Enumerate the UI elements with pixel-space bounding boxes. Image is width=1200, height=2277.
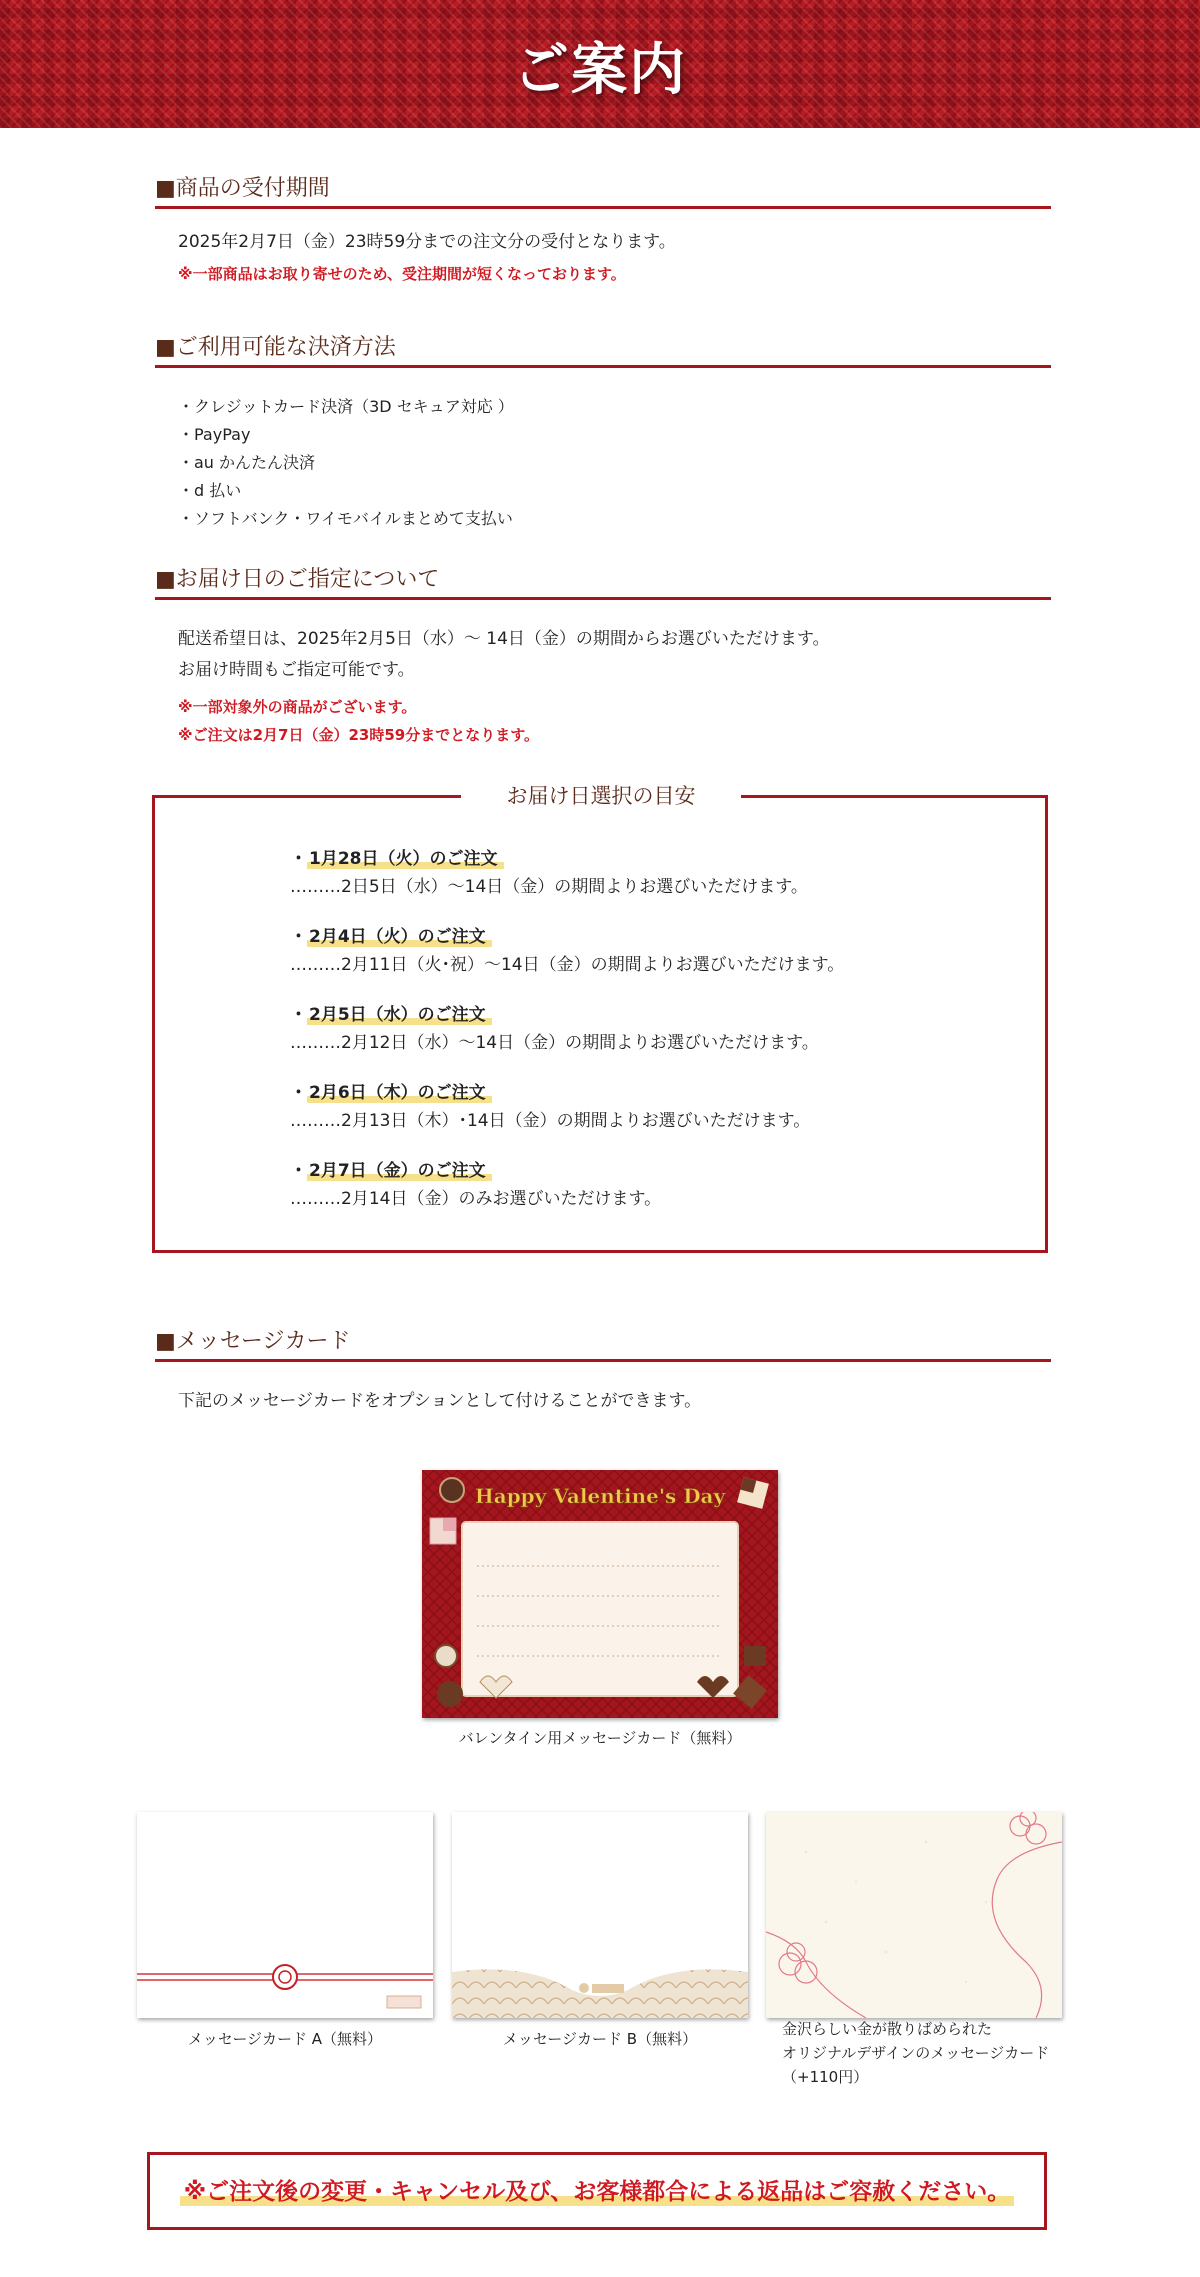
payment-method-item: ・ソフトバンク・ワイモバイルまとめて支払い [178, 509, 513, 528]
guide-item: ・ 2月5日（水）のご注文 ………2月12日（水）～14日（金）の期間よりお選びいただけます。 [290, 1001, 819, 1057]
message-card-gold-illustration [766, 1812, 1062, 2018]
guide-order-date: 1月28日（火）のご注文 [307, 849, 504, 869]
message-card-a-caption: メッセージカード A（無料） [187, 2030, 383, 2048]
guide-item: ・ 2月6日（木）のご注文 ………2月13日（木）･14日（金）の期間よりお選びいただけます。 [290, 1079, 810, 1135]
message-card-a-image [137, 1812, 433, 2018]
guide-order-date: 2月7日（金）のご注文 [307, 1161, 492, 1181]
payment-method-item: ・PayPay [178, 425, 251, 444]
guide-item: ・ 2月4日（火）のご注文 ………2月11日（火･祝）～14日（金）の期間よりお選びいただけます。 [290, 923, 844, 979]
guide-order-date: 2月5日（水）のご注文 [307, 1005, 492, 1025]
payment-method-item: ・クレジットカード決済（3D セキュア対応 ） [178, 397, 514, 416]
reception-text: 2025年2月7日（金）23時59分までの注文分の受付となります。 [178, 232, 676, 252]
guide-item: ・ 2月7日（金）のご注文 ………2月14日（金）のみお選びいただけます。 [290, 1157, 661, 1213]
page-title: ご案内 [513, 37, 687, 103]
header-banner [0, 0, 1200, 128]
payment-method-item: ・d 払い [178, 481, 242, 500]
delivery-note-1: ※一部対象外の商品がございます。 [178, 698, 417, 716]
section-heading-delivery: ■お届け日のご指定について [155, 566, 1051, 600]
guide-delivery-range: ………2日5日（水）～14日（金）の期間よりお選びいただけます。 [290, 877, 808, 897]
guide-delivery-range: ………2月14日（金）のみお選びいただけます。 [290, 1189, 662, 1209]
delivery-guide-box [152, 784, 1048, 1253]
guide-delivery-range: ………2月11日（火･祝）～14日（金）の期間よりお選びいただけます。 [290, 955, 845, 975]
delivery-text-line1: 配送希望日は、2025年2月5日（水）～ 14日（金）の期間からお選びいただけます。 [178, 629, 830, 649]
return-policy-notice [147, 2152, 1047, 2230]
message-card-b-caption: メッセージカード B（無料） [502, 2030, 698, 2048]
message-card-gold-caption-price: （+110円） [782, 2068, 869, 2086]
valentine-card-heading: Happy Valentine's Day [474, 1484, 726, 1508]
delivery-note-2: ※ご注文は2月7日（金）23時59分までとなります。 [178, 726, 540, 744]
return-policy-text: ※ご注文後の変更・キャンセル及び、お客様都合による返品はご容赦ください。 [180, 2173, 1014, 2206]
payment-method-item: ・au かんたん決済 [178, 453, 316, 472]
section-heading-reception: ■商品の受付期間 [155, 175, 1051, 209]
valentine-card-image [422, 1470, 778, 1718]
guide-item: ・ 1月28日（火）のご注文 ………2日5日（水）～14日（金）の期間よりお選びいただけます。 [290, 845, 808, 901]
delivery-text-line2: お届け時間もご指定可能です。 [178, 660, 415, 680]
guide-delivery-range: ………2月12日（水）～14日（金）の期間よりお選びいただけます。 [290, 1033, 819, 1053]
message-card-b-image [452, 1812, 748, 2018]
message-card-a-illustration [137, 1812, 433, 2018]
guide-order-date: 2月4日（火）のご注文 [307, 927, 492, 947]
guide-order-date: 2月6日（木）のご注文 [307, 1083, 492, 1103]
message-card-text: 下記のメッセージカードをオプションとして付けることができます。 [178, 1391, 702, 1411]
message-card-gold-caption-line2: オリジナルデザインのメッセージカード [782, 2044, 1050, 2062]
reception-note: ※一部商品はお取り寄せのため、受注期間が短くなっております。 [178, 265, 626, 283]
guide-title: お届け日選択の目安 [461, 782, 741, 810]
section-heading-payment: ■ご利用可能な決済方法 [155, 334, 1051, 368]
guide-delivery-range: ………2月13日（木）･14日（金）の期間よりお選びいただけます。 [290, 1111, 811, 1131]
message-card-gold-caption-line1: 金沢らしい金が散りばめられた [782, 2020, 993, 2038]
message-card-gold-image [766, 1812, 1062, 2018]
message-card-b-illustration [452, 1812, 748, 2018]
valentine-card-illustration [422, 1470, 778, 1718]
section-heading-message-card: ■メッセージカード [155, 1328, 1051, 1362]
valentine-card-caption: バレンタイン用メッセージカード（無料） [458, 1729, 742, 1747]
